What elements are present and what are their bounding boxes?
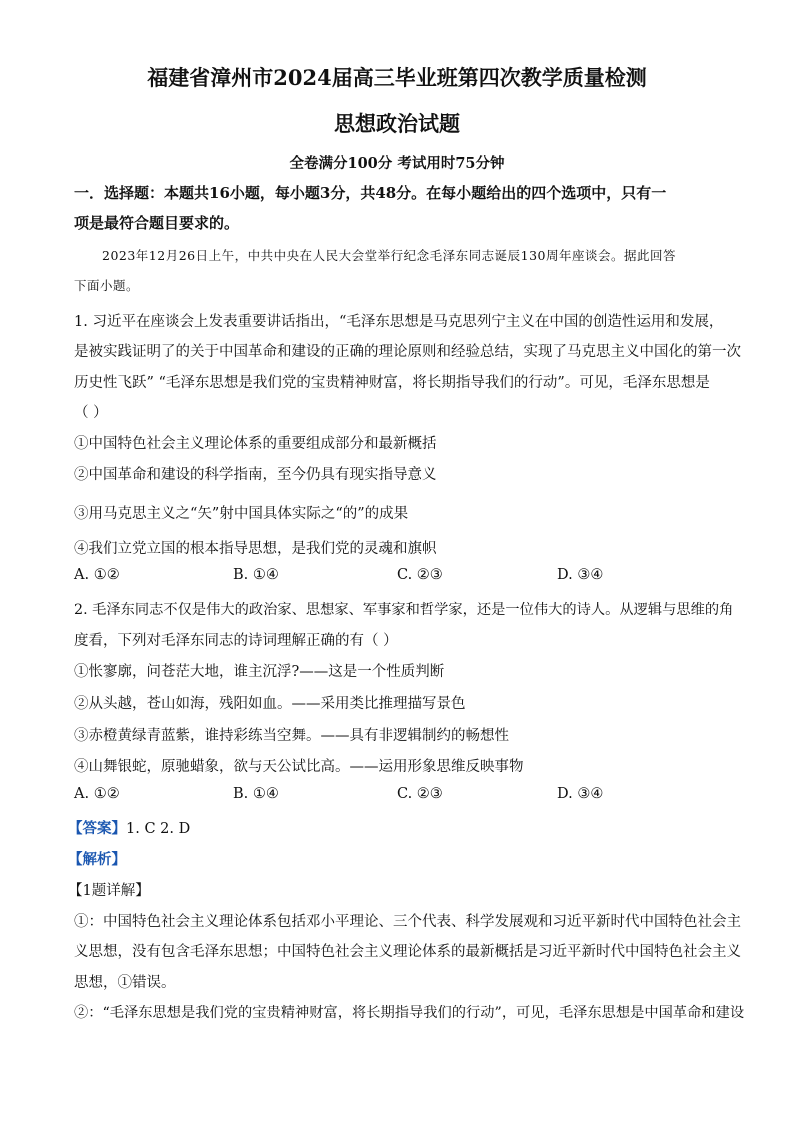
q1-stem-line-3: 历史性飞跃” “毛泽东思想是我们党的宝贵精神财富，将长期指导我们的行动”。可见，毛泽东思想是 xyxy=(74,375,710,391)
q1-item-4: ④我们立党立国的根本指导思想，是我们党的灵魂和旗帜 xyxy=(74,541,437,557)
analysis-line-4: ②：“毛泽东思想是我们党的宝贵精神财富，将长期指导我们的行动”，可见，毛泽东思想是中国革命和建设 xyxy=(74,1005,745,1021)
q1-option-b: B. ①④ xyxy=(233,567,279,583)
analysis-line-1: ①：中国特色社会主义理论体系包括邓小平理论、三个代表、科学发展观和习近平新时代中国特色社会主 xyxy=(74,914,741,930)
q2-option-c: C. ②③ xyxy=(397,786,443,802)
analysis-row xyxy=(68,848,126,869)
q1-option-c: C. ②③ xyxy=(397,567,443,583)
q2-stem-line-2: 度看，下列对毛泽东同志的诗词理解正确的有（ ） xyxy=(74,633,398,649)
answer-row xyxy=(68,817,190,838)
q1-stem-line-1: 1. 习近平在座谈会上发表重要讲话指出，“毛泽东思想是马克思列宁主义在中国的创造性运用和发展， xyxy=(74,314,724,330)
q1-item-2: ②中国革命和建设的科学指南，至今仍具有现实指导意义 xyxy=(74,467,437,483)
answer-label: 【答案】 xyxy=(68,820,126,837)
analysis-label: 【解析】 xyxy=(68,851,126,868)
q1-option-a: A. ①② xyxy=(74,567,120,583)
q1-option-d: D. ③④ xyxy=(557,567,604,583)
analysis-line-2: 义思想，没有包含毛泽东思想；中国特色社会主义理论体系的最新概括是习近平新时代中国特色社会主义 xyxy=(74,944,741,960)
q2-option-d: D. ③④ xyxy=(557,786,604,802)
q2-option-a: A. ①② xyxy=(74,786,120,802)
q2-item-2: ②从头越，苍山如海，残阳如血。——采用类比推理描写景色 xyxy=(74,696,466,712)
section-heading-line-2: 项是最符合题目要求的。 xyxy=(74,214,240,232)
q1-stem-line-4: （ ） xyxy=(74,405,108,421)
q1-item-3: ③用马克思主义之“矢”射中国具体实际之“的”的成果 xyxy=(74,506,409,522)
analysis-line-3: 思想，①错误。 xyxy=(74,975,176,991)
q2-item-4: ④山舞银蛇，原驰蜡象，欲与天公试比高。——运用形象思维反映事物 xyxy=(74,759,524,775)
exam-subject: 思想政治试题 xyxy=(334,111,460,136)
q2-item-1: ①怅寥廓，问苍茫大地，谁主沉浮?——这是一个性质判断 xyxy=(74,664,445,680)
intro-line-2: 下面小题。 xyxy=(74,278,140,293)
q2-stem-line-1: 2. 毛泽东同志不仅是伟大的政治家、思想家、军事家和哲学家，还是一位伟大的诗人。从逻辑与思维的角 xyxy=(74,602,734,618)
exam-title: 福建省漳州市2024届高三毕业班第四次教学质量检测 xyxy=(147,65,647,90)
detail-heading: 【1题详解】 xyxy=(68,883,150,899)
answer-value: 1. C 2. D xyxy=(126,821,191,837)
intro-line-1: 2023年12月26日上午，中共中央在人民大会堂举行纪念毛泽东同志诞辰130周年座谈会。据此回答 xyxy=(102,248,676,263)
exam-meta: 全卷满分100分 考试用时75分钟 xyxy=(289,155,505,172)
section-heading-line-1: 一．选择题：本题共16小题，每小题3分，共48分。在每小题给出的四个选项中，只有一 xyxy=(74,184,667,202)
q2-item-3: ③赤橙黄绿青蓝紫，谁持彩练当空舞。——具有非逻辑制约的畅想性 xyxy=(74,728,509,744)
q1-stem-line-2: 是被实践证明了的关于中国革命和建设的正确的理论原则和经验总结，实现了马克思主义中国化的第一次 xyxy=(74,344,741,360)
q1-item-1: ①中国特色社会主义理论体系的重要组成部分和最新概括 xyxy=(74,436,437,452)
q2-option-b: B. ①④ xyxy=(233,786,279,802)
